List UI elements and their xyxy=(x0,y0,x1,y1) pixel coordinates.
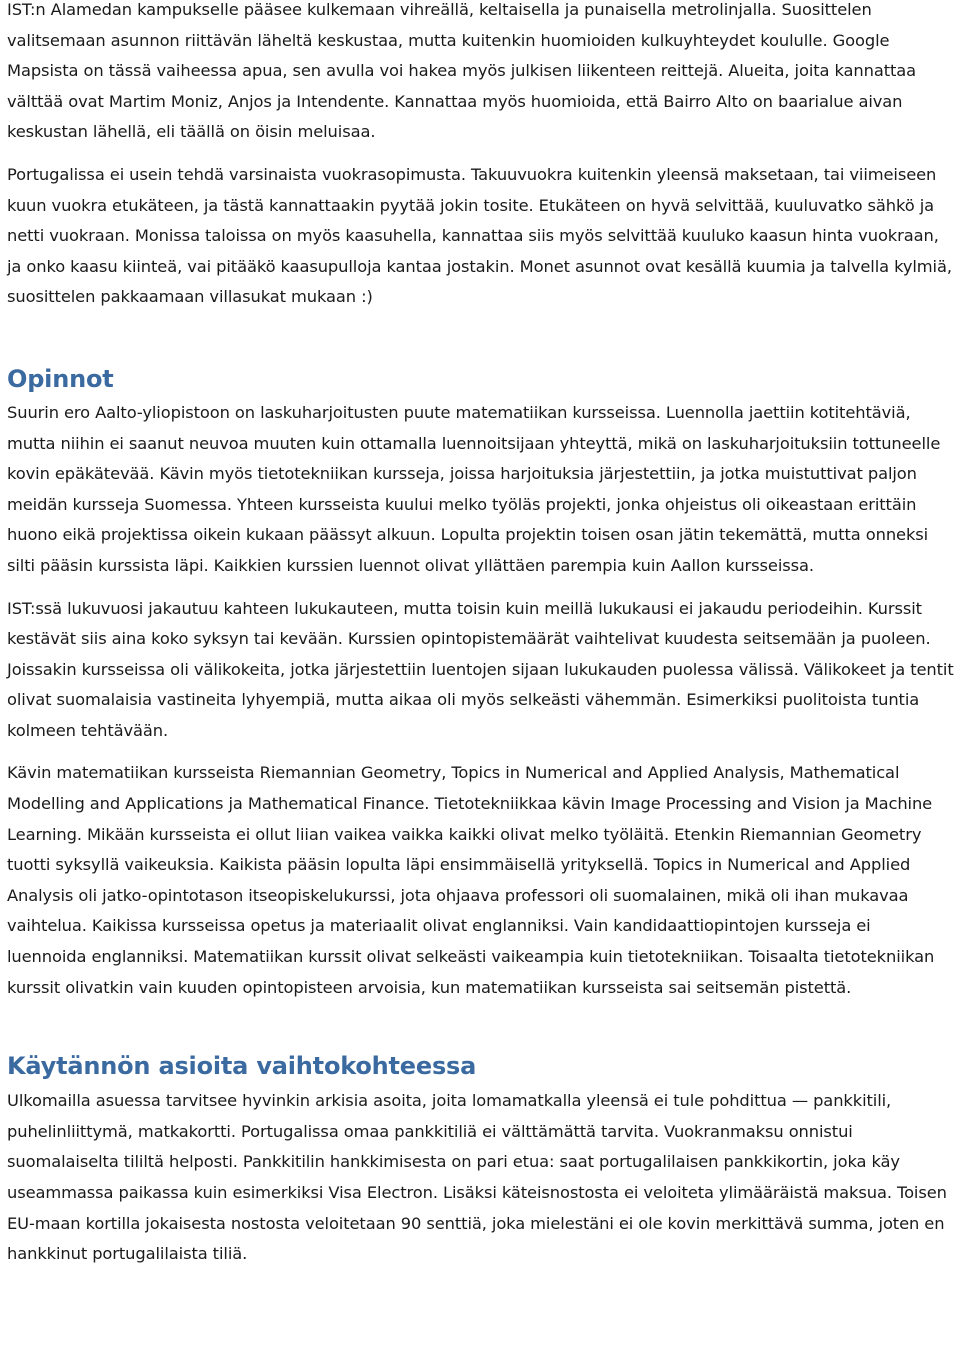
intro-paragraph-housing: IST:n Alamedan kampukselle pääsee kulkemaan vihreällä, keltaisella ja punaisella metrolinjalla. Suosittelen valitsemaan asunnon riittävän läheltä keskustaa, mutta kuitenkin huomioiden kulkuyhteydet koululle. Google Mapsista on tässä vaiheessa apua, sen avulla voi hakea myös julkisen liikenteen reittejä. Alueita, joita kannattaa välttää ovat Martim Moniz, Anjos ja Intendente. Kannattaa myös huomioida, että Bairro Alto on baarialue aivan keskustan lähellä, eli täällä on öisin meluisaa. xyxy=(7,0,917,142)
opinnot-paragraph-2: IST:ssä lukuvuosi jakautuu kahteen lukukauteen, mutta toisin kuin meillä lukukausi ei jakaudu periodeihin. Kurssit kestävät siis aina koko syksyn tai kevään. Kurssien opintopistemäärät vaihtelivat kuudesta seitsemään ja puoleen. Joissakin kursseissa oli välikokeita, jotka järjestettiin luentojen sijaan lukukauden puolessa välissä. Välikokeet ja tentit olivat suomalaisia vastineita lyhyempiä, mutta aikaa oli myös selkeästi vähemmän. Esimerkiksi puolitoista tuntia kolmeen tehtävään. xyxy=(7,598,954,740)
section-heading-kaytannon-asioita: Käytännön asioita vaihtokohteessa xyxy=(7,1052,477,1081)
section-heading-opinnot: Opinnot xyxy=(7,364,114,393)
opinnot-paragraph-1: Suurin ero Aalto-yliopistoon on laskuharjoitusten puute matematiikan kursseissa. Luennolla jaettiin kotitehtäviä, mutta niihin ei saanut neuvoa muuten kuin ottamalla luennoitsijaan yhteyttä, mikä on laskuharjoituksiin tottuneelle kovin epäkätevää. Kävin myös tietotekniikan kursseja, joissa harjoituksia järjestettiin, ja jotka muistuttivat paljon meidän kursseja Suomessa. Yhteen kursseista kuului melko työläs projekti, jonka ohjeistus oli oikeastaan erittäin huono eikä projektissa oikein kukaan päässyt alkuun. Lopulta projektin toisen osan jätin tekemättä, mutta onneksi silti pääsin kurssista läpi. Kaikkien kurssien luennot olivat yllättäen parempia kuin Aallon kursseissa. xyxy=(7,402,941,575)
intro-paragraph-rental: Portugalissa ei usein tehdä varsinaista vuokrasopimusta. Takuuvuokra kuitenkin yleensä maksetaan, tai viimeiseen kuun vuokra etukäteen, ja tästä kannattaakin pyytää jokin tosite. Etukäteen on hyvä selvittää, kuuluvatko sähkö ja netti vuokraan. Monissa taloissa on myös kaasuhella, kannattaa siis myös selvittää kuuluko kaasun hinta vuokraan, ja onko kaasu kiinteä, vai pitääkö kaasupulloja kantaa jostakin. Monet asunnot ovat kesällä kuumia ja talvella kylmiä, suosittelen pakkaamaan villasukat mukaan :) xyxy=(7,164,952,307)
kaytannon-paragraph-1: Ulkomailla asuessa tarvitsee hyvinkin arkisia asoita, joita lomamatkalla yleensä ei tule pohdittua — pankkitili, puhelinliittymä, matkakortti. Portugalissa omaa pankkitiliä ei välttämättä tarvita. Vuokranmaksu onnistui suomalaiselta tililtä helposti. Pankkitilin hankkimisesta on pari etua: saat portugalilaisen pankkikortin, joka käy useammassa paikassa kuin esimerkiksi Visa Electron. Lisäksi käteisnostosta ei veloiteta ylimääräistä maksua. Toisen EU-maan kortilla jokaisesta nostosta veloitetaan 90 senttiä, joka mielestäni ei ole kovin merkittävä summa, joten en hankkinut portugalilaista tiliä. xyxy=(7,1091,947,1264)
opinnot-paragraph-3: Kävin matematiikan kursseista Riemannian Geometry, Topics in Numerical and Applied Analysis, Mathematical Modelling and Applications ja Mathematical Finance. Tietotekniikkaa kävin Image Processing and Vision ja Machine Learning. Mikään kursseista ei ollut liian vaikea vaikka kaikki olivat melko työläitä. Etenkin Riemannian Geometry tuotti syksyllä vaikeuksia. Kaikista pääsin lopulta läpi ensimmäisellä yrityksellä. Topics in Numerical and Applied Analysis oli jatko-opintotason itseopiskelukurssi, jota ohjaava professori oli suomalainen, mikä oli ihan mukavaa vaihtelua. Kaikissa kursseissa opetus ja materiaalit olivat englanniksi. Vain kandidaattiopintojen kursseja ei luennoida englanniksi. Matematiikan kurssit olivat selkeästi vaikeampia kuin tietotekniikan. Toisaalta tietotekniikan kurssit olivatkin vain kuuden opintopisteen arvoisia, kun matematiikan kursseista sai seitsemän pistettä. xyxy=(7,763,935,997)
